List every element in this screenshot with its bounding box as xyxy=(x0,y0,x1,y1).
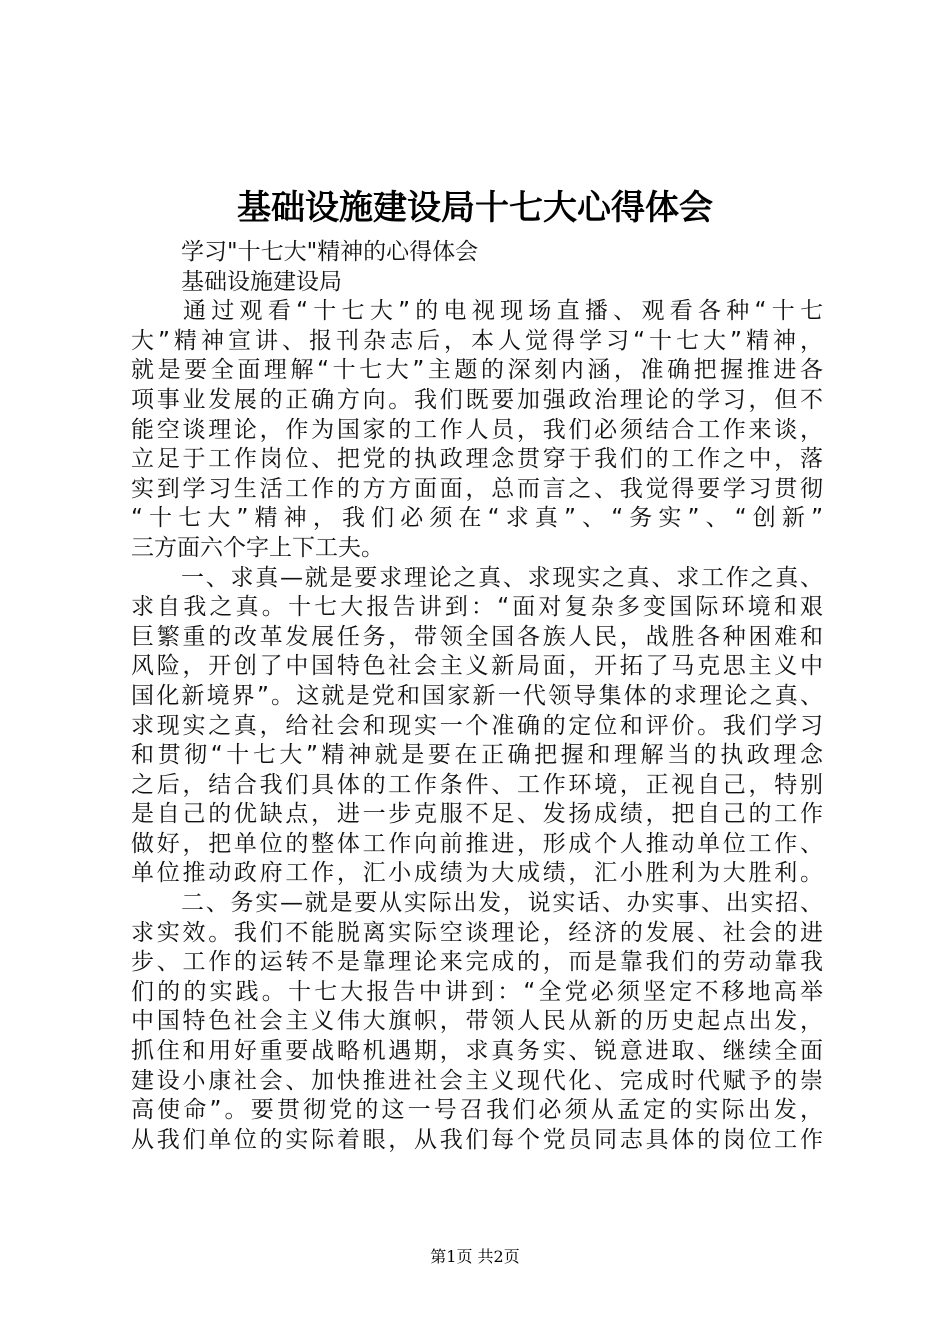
text-line: 巨繁重的改革发展任务，带领全国各族人民，战胜各种困难和 xyxy=(131,623,823,650)
text-line: 求现实之真，给社会和现实一个准确的定位和评价。我们学习 xyxy=(131,712,823,739)
document-body xyxy=(131,238,823,1155)
text-line: 立足于工作岗位、把党的执政理念贯穿于我们的工作之中，落 xyxy=(131,446,823,473)
text-line: 之后，结合我们具体的工作条件、工作环境，正视自己，特别 xyxy=(131,771,823,798)
text-line: 大”精神宣讲、报刊杂志后，本人觉得学习“十七大”精神， xyxy=(131,327,823,354)
text-line: 就是要全面理解“十七大”主题的深刻内涵，准确把握推进各 xyxy=(131,357,823,384)
text-line: 从我们单位的实际着眼，从我们每个党员同志具体的岗位工作 xyxy=(131,1126,823,1153)
text-line: 步、工作的运转不是靠理论来完成的，而是靠我们的劳动靠我 xyxy=(131,949,823,976)
text-line: 基础设施建设局 xyxy=(181,268,342,295)
page-footer: 第1页 共2页 xyxy=(430,1247,520,1266)
text-line: 中国特色社会主义伟大旗帜，带领人民从新的历史起点出发， xyxy=(131,1008,823,1035)
text-line: 和贯彻“十七大”精神就是要在正确把握和理解当的执政理念 xyxy=(131,742,823,769)
text-line: 求实效。我们不能脱离实际空谈理论，经济的发展、社会的进 xyxy=(131,919,823,946)
text-line: 二、务实—就是要从实际出发，说实话、办实事、出实招、 xyxy=(181,890,823,917)
text-line: 单位推动政府工作，汇小成绩为大成绩，汇小胜利为大胜利。 xyxy=(131,860,823,887)
text-line: 求自我之真。十七大报告讲到：“面对复杂多变国际环境和艰 xyxy=(131,594,823,621)
text-line: “十七大”精神，我们必须在“求真”、“务实”、“创新” xyxy=(131,505,823,532)
document-title: 基础设施建设局十七大心得体会 xyxy=(237,188,713,228)
text-line: 高使命”。要贯彻党的这一号召我们必须从孟定的实际出发， xyxy=(131,1097,823,1124)
text-line: 们的的实践。十七大报告中讲到：“全党必须坚定不移地高举 xyxy=(131,978,823,1005)
text-line: 一、求真—就是要求理论之真、求现实之真、求工作之真、 xyxy=(181,564,823,591)
text-line: 项事业发展的正确方向。我们既要加强政治理论的学习，但不 xyxy=(131,386,823,413)
text-line: 能空谈理论，作为国家的工作人员，我们必须结合工作来谈， xyxy=(131,416,823,443)
text-line: 国化新境界”。这就是党和国家新一代领导集体的求理论之真、 xyxy=(131,682,823,709)
text-line: 风险，开创了中国特色社会主义新局面，开拓了马克思主义中 xyxy=(131,653,823,680)
text-line: 建设小康社会、加快推进社会主义现代化、完成时代赋予的崇 xyxy=(131,1067,823,1094)
text-line: 通过观看“十七大”的电视现场直播、观看各种“十七 xyxy=(183,298,823,325)
text-line: 学习"十七大"精神的心得体会 xyxy=(181,239,479,265)
text-line: 做好，把单位的整体工作向前推进，形成个人推动单位工作、 xyxy=(131,830,823,857)
text-line: 实到学习生活工作的方方面面，总而言之、我觉得要学习贯彻 xyxy=(131,475,823,502)
text-line: 是自己的优缺点，进一步克服不足、发扬成绩，把自己的工作 xyxy=(131,801,823,828)
text-line: 三方面六个字上下工夫。 xyxy=(131,534,384,561)
text-line: 抓住和用好重要战略机遇期，求真务实、锐意进取、继续全面 xyxy=(131,1038,823,1065)
